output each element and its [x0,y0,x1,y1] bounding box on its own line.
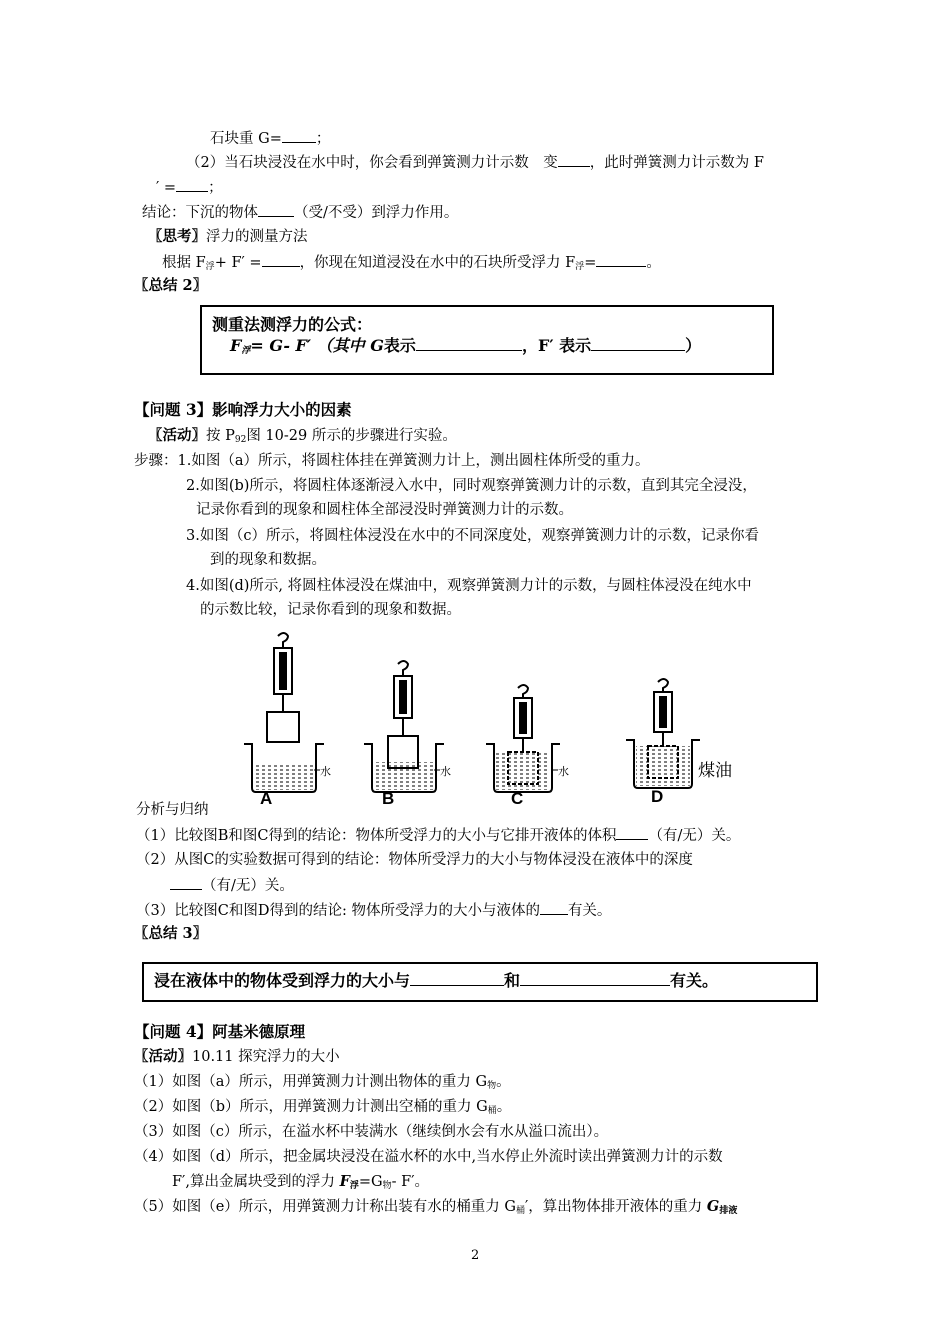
subscript: 物 [382,1181,392,1191]
answer-blank[interactable] [616,825,648,840]
subscript: 桶 [487,1106,497,1116]
text: ′ = [156,180,177,196]
text: ； [315,131,331,147]
stone-weight-line [210,128,330,149]
subscript: 浮 [575,262,585,272]
stone-weight-label: 石块重 G= [210,131,282,147]
step-q4-5 [134,1197,737,1221]
text: 有关。 [567,903,612,919]
text: 有关。 [670,971,719,990]
text: 。 [646,255,661,271]
text: ， [521,336,538,355]
think-heading: 〖思考〗 [148,228,206,245]
conclusion-line [142,202,458,223]
step-q4-4: （4）如图（d）所示，把金属块浸没在溢水杯的水中,当水停止外流时读出弹簧测力计的示数 [134,1149,723,1165]
subscript: 排液 [719,1206,738,1216]
answer-blank[interactable] [258,202,294,217]
label-b: B [382,789,395,806]
setup-c [486,685,569,806]
text: F′,算出金属块受到的浮力 [172,1174,340,1190]
kerosene-label: 煤油 [698,761,732,780]
text: （3）比较图C和图D得到的结论: 物体所受浮力的大小与液体的 [136,903,540,919]
text: （有/无）关。 [202,878,294,894]
formula-box [200,305,774,375]
answer-blank[interactable] [282,128,316,143]
activity-heading: 〖活动〗 [148,427,206,444]
answer-blank[interactable] [591,336,685,351]
experiment-figure [238,628,748,806]
answer-blank[interactable] [596,252,646,267]
text: 浸在液体中的物体受到浮力的大小与 [154,971,411,990]
subscript: 物 [487,1081,497,1091]
page-number: 2 [471,1248,480,1263]
text: （受/不受）到浮力作用。 [294,205,459,221]
answer-blank[interactable] [170,875,202,890]
answer-blank[interactable] [520,971,670,986]
text: （2）如图（b）所示，用弹簧测力计测出空桶的重力 G [134,1099,488,1115]
analysis-1 [136,825,740,846]
text: ） [685,336,702,355]
text: F [230,336,242,355]
setup-b [364,661,451,806]
factors-box [142,962,818,1002]
analysis-2: （2）从图C的实验数据可得到的结论：物体所受浮力的大小与物体浸没在液体中的深度 [136,852,693,868]
step-q4-3: （3）如图（c）所示，在溢水杯中装满水（继续倒水会有水从溢口流出）。 [134,1124,609,1140]
analysis-heading: 分析与归纳 [136,802,209,818]
answer-blank[interactable] [262,252,300,267]
summary-3-heading: 〖总结 3〗 [134,925,208,942]
subscript: 92 [234,435,247,445]
answer-blank[interactable] [558,152,590,167]
text: （有/无）关。 [648,828,741,844]
activity-4-line [134,1047,340,1067]
text: 表示 [383,336,416,355]
question-2-line [186,152,764,173]
step-3-cont: 到的现象和数据。 [210,552,326,568]
text: 浮力的测量方法 [206,229,308,245]
subscript: 浮 [241,346,251,356]
text: - F′。 [391,1174,430,1190]
text: （1）比较图B和图C得到的结论：物体所受浮力的大小与它排开液体的体积 [136,828,617,844]
setup-d [626,679,732,806]
text: G [706,1198,720,1215]
answer-blank[interactable] [176,177,208,192]
text: G [370,336,384,355]
answer-blank[interactable] [540,900,568,915]
label-d: D [651,787,664,806]
think-line [148,227,308,247]
text: F [339,1173,350,1190]
text: ，此时弹簧测力计示数为 F [589,155,764,171]
formula-text [230,336,701,361]
text: （1）如图（a）所示，用弹簧测力计测出物体的重力 G [134,1074,488,1090]
measure-formula-line [162,252,661,277]
step-q4-4-cont [172,1172,429,1196]
text: 。 [496,1099,512,1115]
step-3: 3.如图（c）所示，将圆柱体浸没在水中的不同深度处，观察弹簧测力计的示数，记录你看 [186,528,759,544]
question-2-cont [156,177,223,198]
activity-line [148,426,457,450]
text: = [584,255,597,271]
analysis-3 [136,900,611,921]
label-c: C [511,789,524,806]
question-4-title: 【问题 4】阿基米德原理 [134,1022,306,1041]
analysis-2-cont [170,875,294,896]
step-q4-1 [134,1072,511,1096]
subscript: 浮 [205,262,215,272]
question-3-title: 【问题 3】影响浮力大小的因素 [134,400,352,419]
water-label: 水 [440,766,451,778]
label-a: A [260,789,273,806]
text: 根据 F [162,255,206,271]
text: 按 P [206,428,235,444]
step-1: 步骤：1.如图（a）所示，将圆柱体挂在弹簧测力计上，测出圆柱体所受的重力。 [134,453,650,469]
factors-text [154,971,718,991]
text: = G- F′ （其中 [250,336,371,355]
step-4-cont: 的示数比较，记录你看到的现象和数据。 [200,602,461,618]
summary-2-heading: 〖总结 2〗 [134,277,208,294]
text: 10.11 探究浮力的大小 [192,1049,340,1065]
step-q4-2 [134,1097,511,1121]
text: F′ 表示 [537,336,592,355]
step-2: 2.如图(b)所示，将圆柱体逐渐浸入水中，同时观察弹簧测力计的示数，直到其完全浸没， [186,478,757,494]
text: （2）当石块浸没在水中时，你会看到弹簧测力计示数 变 [186,155,558,171]
text: + F′ = [214,255,262,271]
text: ，你现在知道浸没在水中的石块所受浮力 F [299,255,576,271]
water-label: 水 [320,766,331,778]
text: 结论：下沉的物体 [142,205,258,221]
subscript: 桶 [516,1206,526,1216]
text: （5）如图（e）所示，用弹簧测力计称出装有水的桶重力 G [134,1199,516,1215]
text: 。 [496,1074,511,1090]
step-2-cont: 记录你看到的现象和圆柱体全部浸没时弹簧测力计的示数。 [196,502,573,518]
answer-blank[interactable] [416,336,522,351]
text: =G [358,1174,383,1190]
step-4: 4.如图(d)所示, 将圆柱体浸没在煤油中，观察弹簧测力计的示数，与圆柱体浸没在纯水中 [186,578,752,594]
text: ； [208,180,223,196]
setup-a [244,633,331,806]
subscript: 浮 [349,1181,359,1191]
text: 图 10-29 所示的步骤进行实验。 [246,428,457,444]
text: 和 [504,971,521,990]
answer-blank[interactable] [410,971,504,986]
water-label: 水 [558,766,569,778]
text: ′，算出物体排开液体的重力 [525,1199,707,1215]
formula-title: 测重法测浮力的公式： [212,315,373,334]
activity-heading: 〖活动〗 [134,1048,192,1065]
